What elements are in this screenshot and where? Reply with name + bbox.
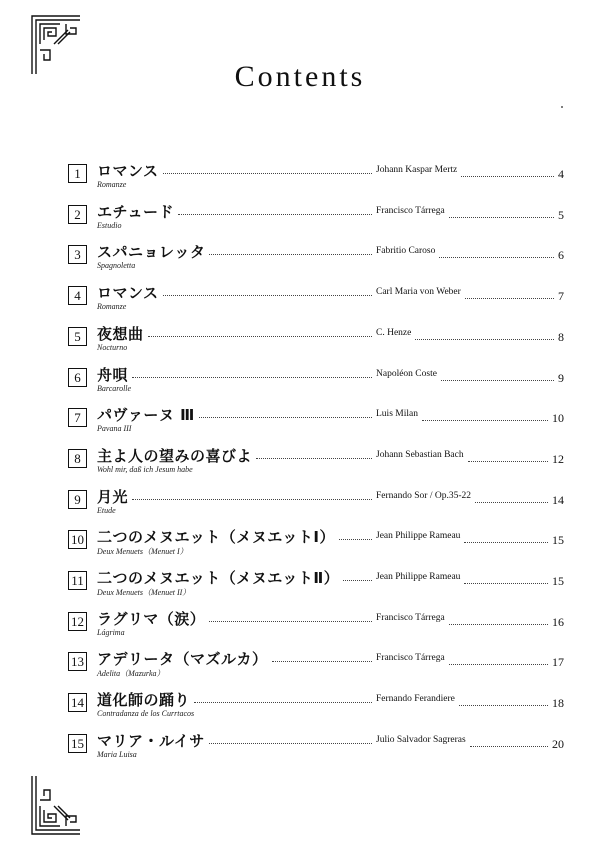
entry-number-box: 6: [68, 368, 87, 387]
entry-composer: Napoléon Coste: [376, 368, 437, 379]
entry-title[interactable]: 月光: [97, 487, 129, 506]
entry-page-number[interactable]: 4: [558, 167, 564, 181]
leader-dots-composer: [459, 705, 548, 707]
entry-page-number[interactable]: 18: [552, 696, 564, 711]
entry-title[interactable]: アデリータ（マズルカ）: [97, 650, 268, 669]
leader-dots-title: [178, 214, 372, 216]
leader-dots-title: [209, 743, 372, 745]
entry-composer: Carl Maria von Weber: [376, 287, 461, 298]
entry-subtitle: Lágrima: [97, 627, 125, 637]
leader-dots-title: [194, 702, 372, 704]
entry-page-number[interactable]: 20: [552, 736, 564, 751]
entry-composer: Fernando Ferandiere: [376, 694, 455, 705]
entry-subtitle: Deux Menuets（Menuet II）: [97, 588, 191, 597]
entry-number-box: 8: [68, 449, 87, 468]
entry-page-number[interactable]: 15: [552, 533, 564, 548]
leader-dots-composer: [449, 217, 554, 219]
entry-composer: Francisco Tárrega: [376, 205, 445, 216]
entry-subtitle: Maria Luisa: [97, 749, 137, 759]
entry-page-number[interactable]: 7: [558, 289, 564, 304]
leader-dots-title: [339, 539, 372, 541]
toc-entry[interactable]: [0, 652, 600, 692]
entry-title[interactable]: パヴァーヌ Ⅲ: [97, 406, 195, 425]
entry-title[interactable]: 舟唄: [97, 365, 129, 384]
entry-title[interactable]: マリア・ルイサ: [97, 731, 205, 750]
entry-composer: Francisco Tárrega: [376, 653, 445, 664]
entry-title[interactable]: スパニョレッタ: [97, 243, 206, 262]
leader-dots-title: [256, 458, 372, 460]
entry-composer: Johann Sebastian Bach: [376, 449, 464, 460]
entry-page-number[interactable]: 8: [558, 329, 564, 344]
entry-number-box: 13: [68, 652, 87, 671]
leader-dots-title: [209, 254, 372, 256]
entry-number-box: 10: [68, 530, 87, 549]
leader-dots-composer: [449, 664, 548, 666]
entry-subtitle: Nocturno: [97, 342, 128, 352]
entry-page-number[interactable]: 14: [552, 492, 564, 507]
entry-title[interactable]: ラグリマ（涙）: [97, 609, 206, 628]
entry-composer: Johann Kaspar Mertz: [376, 165, 458, 175]
entry-number-box: 11: [68, 571, 87, 590]
entry-page-number[interactable]: 6: [558, 248, 564, 263]
toc-entry[interactable]: [0, 446, 600, 489]
entry-subtitle: Etude: [97, 505, 116, 515]
toc-entry[interactable]: [0, 324, 600, 367]
entry-page-number[interactable]: 9: [558, 370, 564, 385]
leader-dots-composer: [468, 461, 548, 463]
entry-number-box: 2: [68, 205, 87, 224]
toc-entry[interactable]: [0, 693, 600, 733]
leader-dots-composer: [470, 746, 548, 748]
leader-dots-composer: [465, 298, 554, 300]
page-title: Contents: [234, 60, 366, 93]
entry-subtitle: Romanze: [97, 302, 127, 312]
leader-dots-composer: [449, 624, 548, 626]
entry-title[interactable]: 二つのメヌエット（メヌエットⅠ）: [97, 528, 335, 547]
leader-dots-composer: [464, 583, 548, 585]
entry-subtitle: Contradanza de los Currtacos: [97, 709, 195, 719]
entry-title[interactable]: 主よ人の望みの喜びよ: [97, 446, 253, 465]
entry-number-box: 3: [68, 245, 87, 264]
toc-entry[interactable]: [0, 408, 600, 448]
entry-subtitle: Barcarolle: [97, 383, 132, 393]
entry-number-box: 9: [68, 490, 87, 509]
entry-composer: Jean Philippe Rameau: [376, 572, 461, 582]
entry-number-box: 1: [68, 164, 87, 183]
entry-composer: Julio Salvador Sagreras: [376, 734, 466, 745]
leader-dots-composer: [475, 502, 548, 504]
leader-dots-composer: [441, 380, 554, 382]
entry-page-number[interactable]: 10: [552, 411, 564, 426]
entry-number-box: 12: [68, 612, 87, 631]
entry-number-box: 5: [68, 327, 87, 346]
leader-dots-composer: [461, 176, 554, 178]
entry-page-number[interactable]: 17: [552, 655, 564, 670]
leader-dots-composer: [464, 542, 548, 544]
entry-composer: C. Henze: [376, 327, 412, 338]
leader-dots-composer: [422, 420, 548, 422]
toc-entry[interactable]: [0, 286, 600, 326]
entry-number-box: 4: [68, 286, 87, 305]
entry-subtitle: Romanze: [97, 180, 127, 189]
entry-title[interactable]: エチュード: [97, 202, 175, 221]
entry-title[interactable]: ロマンス: [97, 162, 159, 180]
leader-dots-title: [163, 173, 372, 175]
toc-entry[interactable]: [0, 609, 600, 652]
toc-entry[interactable]: [0, 731, 600, 774]
entry-composer: Jean Philippe Rameau: [376, 531, 461, 542]
entry-title[interactable]: 夜想曲: [97, 324, 144, 343]
entry-page-number[interactable]: 15: [552, 574, 564, 588]
entry-number-box: 15: [68, 734, 87, 753]
entry-composer: Francisco Tárrega: [376, 612, 445, 623]
toc-entry[interactable]: [0, 487, 600, 530]
leader-dots-title: [199, 417, 372, 419]
toc-entry[interactable]: [0, 365, 600, 408]
toc-entry[interactable]: [0, 245, 600, 285]
entry-page-number[interactable]: 16: [552, 614, 564, 629]
entry-subtitle: Wohl mir, daß ich Jesum habe: [97, 464, 193, 474]
entry-title[interactable]: 道化師の踊り: [97, 691, 191, 710]
entry-number-box: 14: [68, 693, 87, 712]
entry-composer: Luis Milan: [376, 409, 418, 420]
entry-subtitle: Adelita（Mazurka）: [97, 669, 165, 679]
entry-subtitle: Pavana III: [97, 424, 132, 434]
leader-dots-composer: [415, 339, 554, 341]
entry-subtitle: Spagnoletta: [97, 261, 136, 271]
toc-entry[interactable]: [0, 164, 600, 204]
leader-dots-title: [163, 295, 372, 297]
leader-dots-title: [132, 377, 372, 379]
entry-composer: Fernando Sor / Op.35-22: [376, 490, 471, 501]
leader-dots-composer: [439, 257, 554, 259]
entry-number-box: 7: [68, 408, 87, 427]
toc-entry[interactable]: [0, 530, 600, 570]
entry-subtitle: Estudio: [97, 220, 122, 230]
entry-page-number[interactable]: 12: [552, 451, 564, 466]
toc-entry[interactable]: [0, 571, 600, 611]
leader-dots-title: [132, 499, 372, 501]
entry-composer: Fabritio Caroso: [376, 246, 436, 257]
entry-title[interactable]: 二つのメヌエット（メヌエットⅡ）: [97, 569, 340, 587]
entry-title[interactable]: ロマンス: [97, 284, 159, 303]
leader-dots-title: [343, 580, 372, 582]
entry-subtitle: Deux Menuets（Menuet I）: [97, 547, 188, 557]
leader-dots-title: [148, 336, 372, 338]
entry-page-number[interactable]: 5: [558, 207, 564, 222]
leader-dots-title: [209, 621, 372, 623]
leader-dots-title: [272, 661, 372, 663]
toc-entry[interactable]: [0, 202, 600, 245]
